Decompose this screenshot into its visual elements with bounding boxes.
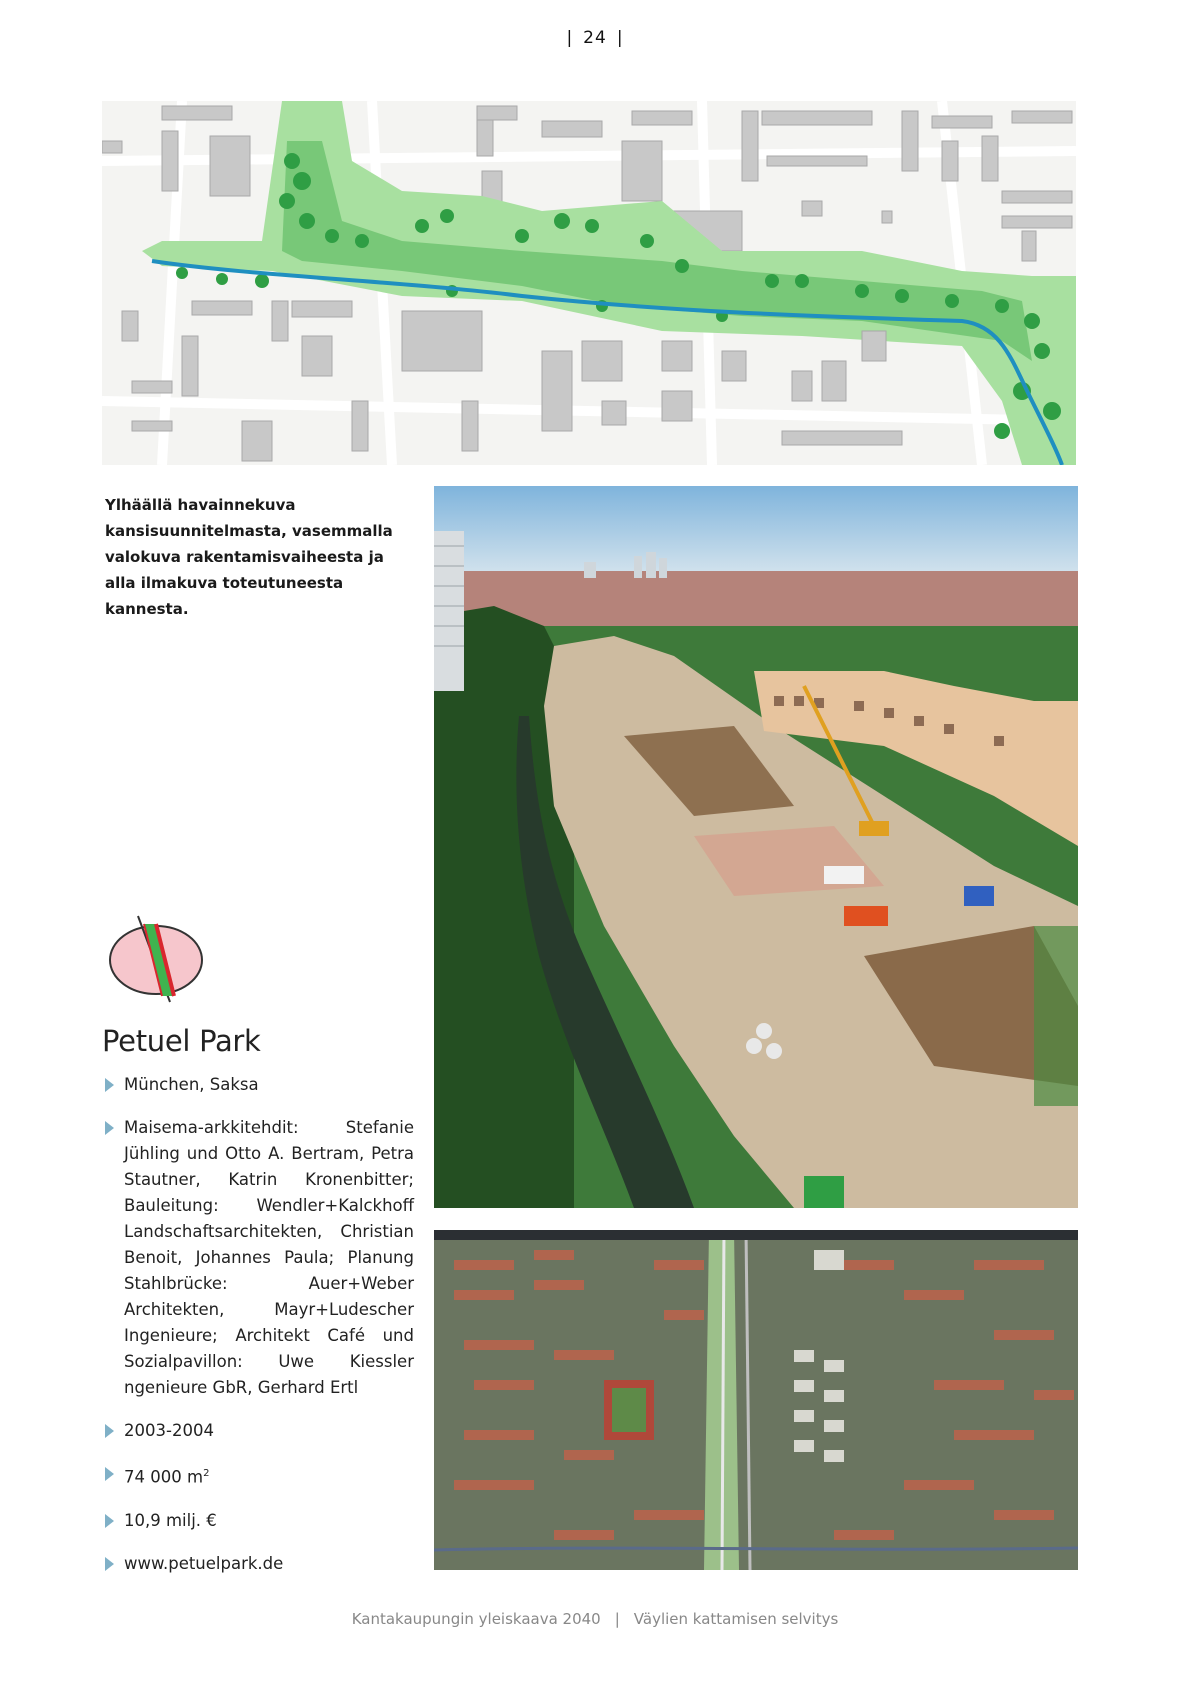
list-item [104,1551,414,1577]
park-years: 2003-2004 [124,1421,214,1440]
park-area [124,1461,414,1491]
list-item [104,1115,414,1401]
list-item [104,1461,414,1491]
park-cover-logo [104,910,208,1006]
footer-document-title: Kantakaupungin yleiskaava 2040 [351,1610,601,1628]
construction-photo [434,486,1078,1208]
bullet-arrow-icon [105,1557,114,1571]
park-cost: 10,9 milj. € [124,1510,217,1530]
construction-photo-svg [434,486,1078,1208]
park-area-exponent: 2 [203,1468,210,1479]
site-plan-illustration [102,101,1076,465]
bullet-arrow-icon [105,1424,114,1438]
aerial-photo-svg [434,1230,1078,1570]
bullet-arrow-icon [105,1078,114,1092]
park-area-value: 74 000 m [124,1467,204,1487]
bullet-arrow-icon [105,1514,114,1528]
park-title: Petuel Park [102,1024,261,1058]
bullet-arrow-icon [105,1467,114,1481]
bullet-arrow-icon [105,1121,114,1135]
list-item [104,1418,414,1444]
park-location: München, Saksa [124,1075,259,1094]
figure-caption: Ylhäällä havainnekuva kansisuunnitelmasta, vasemmalla valokuva rakentamisvaiheesta ja alla ilmakuva toteutuneesta kannesta. [105,496,393,618]
page-footer [0,1610,1190,1628]
park-designers: Maisema-arkkitehdit: Stefanie Jühling und Otto A. Bertram, Petra Stautner, Katrin Kronenbitter; Bauleitung: Wendler+Kalckhoff Landschaftsarchitekten, Christian Benoit, Johannes Paula; Planung Stahlbrücke: Auer+Weber Architekten, Mayr+Ludescher Ingenieure; Architekt Café und Sozialpavillon: Uwe Kiessler ngenieure GbR, Gerhard Ertl [124,1118,414,1397]
park-facts-list [104,1072,414,1594]
covered-road-icon [104,910,208,1006]
footer-report-title: Väylien kattamisen selvitys [633,1610,839,1628]
page-number: | 24 | [566,28,624,48]
site-plan-svg [102,101,1076,465]
footer-separator: | [614,1610,620,1628]
park-website-link[interactable]: www.petuelpark.de [124,1553,284,1573]
list-item [104,1072,414,1098]
list-item [104,1508,414,1534]
aerial-photo [434,1230,1078,1570]
